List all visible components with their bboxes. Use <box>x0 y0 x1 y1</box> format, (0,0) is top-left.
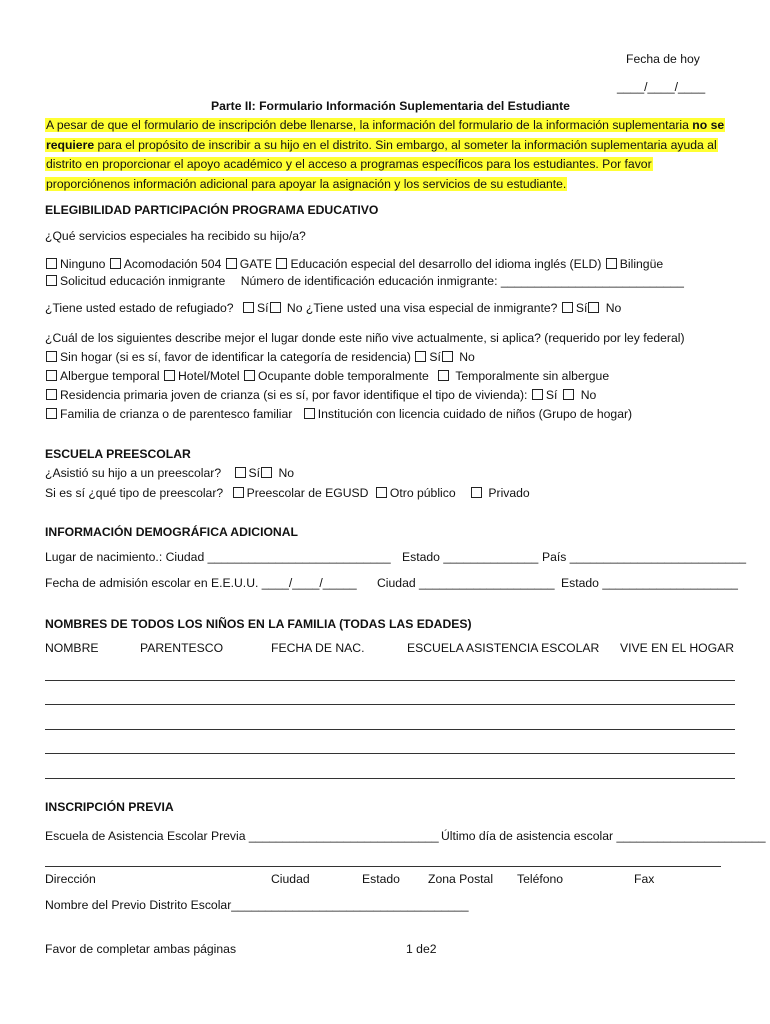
label-yes: Sí <box>575 301 588 315</box>
temp-shelter-label: Albergue temporal <box>60 369 160 383</box>
refugee-question: ¿Tiene usted estado de refugiado? <box>45 301 234 315</box>
services-row <box>45 257 663 272</box>
label-no: No <box>459 350 475 364</box>
checkbox-refugee-yes[interactable] <box>243 302 254 313</box>
unsheltered-label: Temporalmente sin albergue <box>455 369 610 383</box>
immigrant-row <box>45 274 684 289</box>
checkbox-private[interactable] <box>471 487 482 498</box>
services-question: ¿Qué servicios especiales ha recibido su hijo/a? <box>45 229 306 243</box>
checkbox-foster-yes[interactable] <box>532 389 543 400</box>
admission-state-field[interactable]: Estado ____________________ <box>561 576 738 590</box>
intro-rest: para el propósito de inscribir a su hijo en el distrito. Sin embargo, al someter la información suplementaria ayuda al distrito en proporcionar el apoyo académico y el acceso a programas específicos para los estudiantes. Por favor proporciónenos información adicional para apoyar la asignación y los servicios de su estudiante. <box>46 137 717 191</box>
preschool-type-row <box>45 486 530 501</box>
label-direccion: Dirección <box>45 872 96 886</box>
checkbox-504[interactable] <box>110 258 121 269</box>
homeless-row <box>45 350 475 365</box>
previous-district-field[interactable]: Nombre del Previo Distrito Escolar___________________________________ <box>45 898 469 912</box>
refugee-row <box>45 301 621 316</box>
checkbox-hotel[interactable] <box>164 370 175 381</box>
immigrant-request: Solicitud educación inmigrante <box>60 274 226 288</box>
intro-prefix: A pesar de que el formulario de inscripción debe llenarse, la información del formulario de la información suplementaria <box>46 118 693 132</box>
foster-row <box>45 388 596 403</box>
label-ciudad: Ciudad <box>271 872 310 886</box>
visa-question: ¿Tiene usted una visa especial de inmigrante? <box>305 301 558 315</box>
preschool-attended-row <box>45 466 294 481</box>
label-fax: Fax <box>634 872 655 886</box>
shelter-row <box>45 369 609 384</box>
egusd-label: Preescolar de EGUSD <box>246 486 369 500</box>
checkbox-immigrant[interactable] <box>46 275 57 286</box>
checkbox-foster-no[interactable] <box>563 389 574 400</box>
col-fecha-nac: FECHA DE NAC. <box>271 641 365 655</box>
checkbox-doubled[interactable] <box>244 370 255 381</box>
child-row-line[interactable] <box>45 729 735 730</box>
address-line[interactable] <box>45 866 721 867</box>
checkbox-homeless-yes[interactable] <box>415 351 426 362</box>
birth-country-field[interactable]: País __________________________ <box>542 550 747 564</box>
immigrant-id-field[interactable]: Número de identificación educación inmigrante: ___________________________ <box>240 274 684 288</box>
label-no: No <box>605 301 622 315</box>
checkbox-visa-no[interactable] <box>588 302 599 313</box>
child-row-line[interactable] <box>45 753 735 754</box>
birth-city-field[interactable]: Lugar de nacimiento.: Ciudad ___________________________ <box>45 550 391 564</box>
private-label: Privado <box>488 486 530 500</box>
checkbox-ninguno[interactable] <box>46 258 57 269</box>
preschool-type-question: Si es sí ¿qué tipo de preescolar? <box>45 486 224 500</box>
children-heading: NOMBRES DE TODOS LOS NIÑOS EN LA FAMILIA (TODAS LAS EDADES) <box>45 617 472 631</box>
other-public-label: Otro público <box>389 486 456 500</box>
preschool-question: ¿Asistió su hijo a un preescolar? <box>45 466 222 480</box>
institution-label: Institución con licencia cuidado de niños (Grupo de hogar) <box>317 407 633 421</box>
page-title: Parte II: Formulario Información Suplementaria del Estudiante <box>211 99 570 113</box>
option-gate: GATE <box>239 257 273 271</box>
option-504: Acomodación 504 <box>123 257 222 271</box>
eligibility-heading: ELEGIBILIDAD PARTICIPACIÓN PROGRAMA EDUCATIVO <box>45 203 379 217</box>
admission-city-field[interactable]: Ciudad ____________________ <box>377 576 555 590</box>
label-telefono: Teléfono <box>517 872 564 886</box>
label-yes: Sí <box>545 388 558 402</box>
label-no: No <box>580 388 597 402</box>
checkbox-unsheltered[interactable] <box>438 370 449 381</box>
checkbox-homeless-no[interactable] <box>442 351 453 362</box>
label-no: No <box>278 466 295 480</box>
checkbox-temp-shelter[interactable] <box>46 370 57 381</box>
date-blank[interactable]: ____/____/____ <box>617 80 706 94</box>
foster-label: Residencia primaria joven de crianza (si es sí, por favor identifique el tipo de vivienda): <box>60 388 528 402</box>
child-row-line[interactable] <box>45 680 735 681</box>
child-row-line[interactable] <box>45 704 735 705</box>
label-no: No <box>286 301 303 315</box>
intro-bold: no se requiere <box>46 118 725 152</box>
col-nombre: NOMBRE <box>45 641 99 655</box>
checkbox-preschool-no[interactable] <box>261 467 272 478</box>
option-eld: Educación especial del desarrollo del idioma inglés (ELD) <box>290 257 602 271</box>
homeless-label: Sin hogar (si es sí, favor de identificar la categoría de residencia) <box>60 350 411 364</box>
doubled-label: Ocupante doble temporalmente <box>258 369 429 383</box>
last-day-field[interactable]: Último día de asistencia escolar ______________________ <box>441 829 766 843</box>
residence-question: ¿Cuál de los siguientes describe mejor el lugar donde este niño vive actualmente, si aplica? (requerido por ley federal) <box>45 331 685 345</box>
label-estado: Estado <box>362 872 400 886</box>
checkbox-egusd[interactable] <box>233 487 244 498</box>
checkbox-bilingue[interactable] <box>606 258 617 269</box>
col-vive-hogar: VIVE EN EL HOGAR <box>620 641 735 655</box>
previous-heading: INSCRIPCIÓN PREVIA <box>45 800 174 814</box>
label-yes: Sí <box>248 466 261 480</box>
footer-note: Favor de completar ambas páginas <box>45 942 237 956</box>
birth-state-field[interactable]: Estado ______________ <box>402 550 539 564</box>
page-number: 1 de2 <box>406 942 437 956</box>
foster-family-label: Familia de crianza o de parentesco familiar <box>60 407 293 421</box>
label-yes: Sí <box>429 350 441 364</box>
col-escuela: ESCUELA ASISTENCIA ESCOLAR <box>407 641 600 655</box>
hotel-label: Hotel/Motel <box>177 369 240 383</box>
option-bilingue: Bilingüe <box>619 257 664 271</box>
date-label: Fecha de hoy <box>626 52 700 66</box>
admission-date-field[interactable]: Fecha de admisión escolar en E.E.U.U. ____/____/_____ <box>45 576 357 590</box>
option-ninguno: Ninguno <box>60 257 106 271</box>
label-zona-postal: Zona Postal <box>428 872 494 886</box>
demographic-heading: INFORMACIÓN DEMOGRÁFICA ADICIONAL <box>45 525 298 539</box>
checkbox-foster[interactable] <box>46 389 57 400</box>
previous-school-field[interactable]: Escuela de Asistencia Escolar Previa ____________________________ <box>45 829 439 843</box>
checkbox-homeless[interactable] <box>46 351 57 362</box>
foster-type-row <box>45 407 632 422</box>
checkbox-visa-yes[interactable] <box>562 302 573 313</box>
col-parentesco: PARENTESCO <box>140 641 224 655</box>
checkbox-other-public[interactable] <box>376 487 387 498</box>
checkbox-refugee-no[interactable] <box>270 302 281 313</box>
checkbox-eld[interactable] <box>276 258 287 269</box>
label-yes: Sí <box>256 301 269 315</box>
intro-paragraph <box>45 116 725 194</box>
child-row-line[interactable] <box>45 778 735 779</box>
preschool-heading: ESCUELA PREESCOLAR <box>45 447 191 461</box>
checkbox-foster-family[interactable] <box>46 408 57 419</box>
checkbox-preschool-yes[interactable] <box>235 467 246 478</box>
checkbox-gate[interactable] <box>226 258 237 269</box>
checkbox-institution[interactable] <box>304 408 315 419</box>
